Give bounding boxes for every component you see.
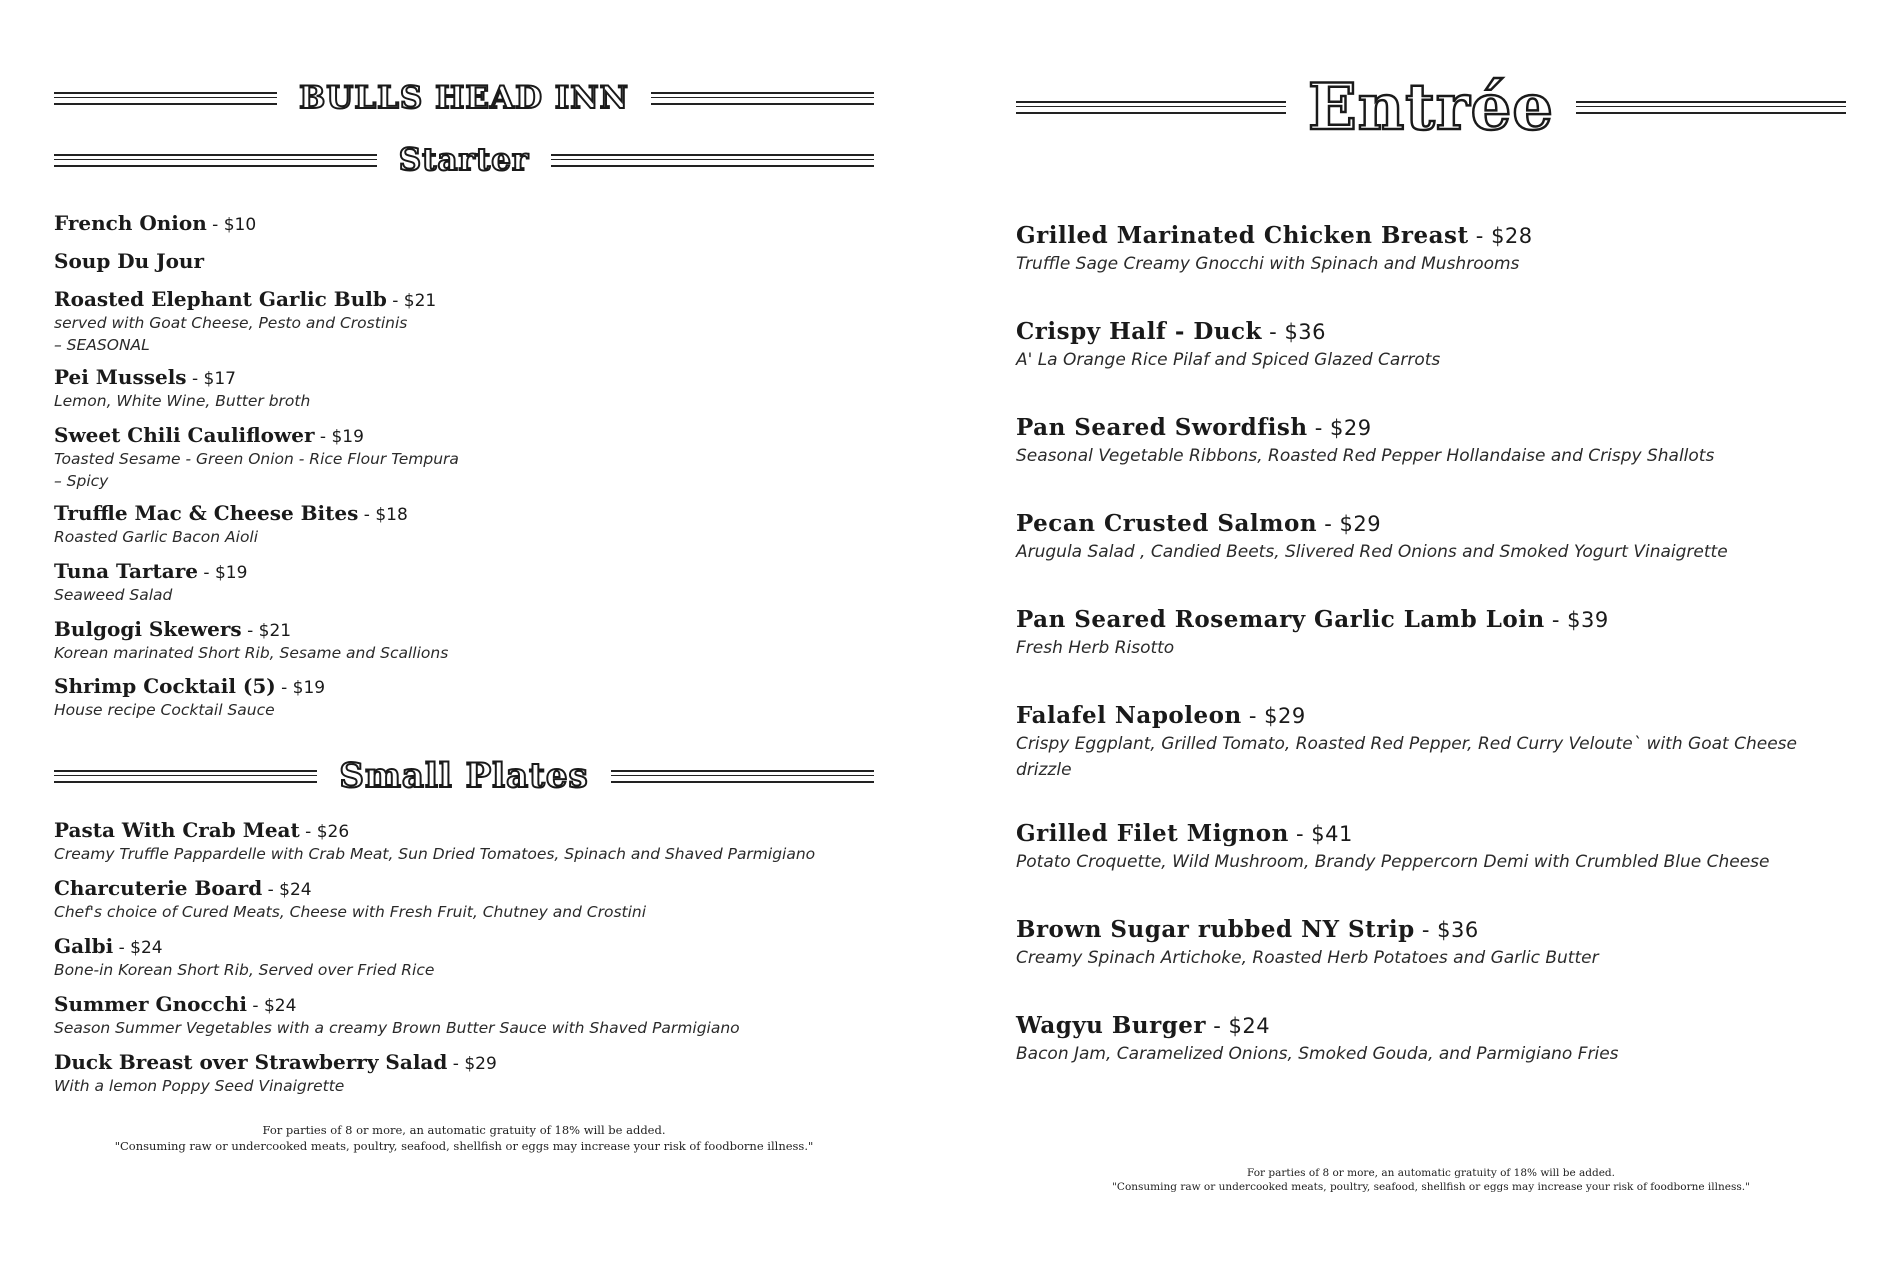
food-safety-notice: "Consuming raw or undercooked meats, poultry, seafood, shellfish or eggs may increase your risk of foodborne illness." xyxy=(114,1139,814,1153)
menu-item xyxy=(1016,222,1846,275)
menu-item xyxy=(54,423,874,491)
dish-name: Charcuterie Board xyxy=(54,876,263,900)
menu-item xyxy=(54,1050,874,1096)
menu-item-title xyxy=(54,287,874,311)
small-plates-heading: Small Plates xyxy=(339,756,589,796)
dish-description: Bone-in Korean Short Rib, Served over Fried Rice xyxy=(54,961,435,979)
dish-description-cont: – Spicy xyxy=(54,472,109,490)
menu-item xyxy=(54,876,874,922)
menu-item-title xyxy=(54,365,874,389)
dish-description: Creamy Spinach Artichoke, Roasted Herb Potatoes and Garlic Butter xyxy=(1016,948,1599,968)
dish-description: Seasonal Vegetable Ribbons, Roasted Red Pepper Hollandaise and Crispy Shallots xyxy=(1016,446,1715,466)
menu-item-title xyxy=(54,876,874,900)
price-separator: - xyxy=(1262,320,1285,344)
dish-name: Wagyu Burger xyxy=(1016,1012,1207,1039)
menu-item-title xyxy=(54,992,874,1016)
menu-item-title xyxy=(1016,606,1846,633)
header-rule-right xyxy=(651,92,874,105)
dish-name: Duck Breast over Strawberry Salad xyxy=(54,1050,448,1074)
menu-item-title xyxy=(54,617,874,641)
left-footer xyxy=(54,1122,874,1154)
dish-description: House recipe Cocktail Sauce xyxy=(54,701,275,719)
starter-rule-right xyxy=(551,154,874,167)
dish-description: Truffle Sage Creamy Gnocchi with Spinach and Mushrooms xyxy=(1016,254,1520,274)
header-rule-left xyxy=(54,92,277,105)
small-plates-rule-left xyxy=(54,770,317,783)
menu-item-title xyxy=(1016,510,1846,537)
menu-item xyxy=(1016,318,1846,371)
dish-description-cont: drizzle xyxy=(1016,760,1072,780)
dish-price: $41 xyxy=(1311,822,1353,846)
starter-rule-left xyxy=(54,154,377,167)
dish-price: $19 xyxy=(214,563,248,583)
dish-name: French Onion xyxy=(54,211,207,235)
menu-item-title xyxy=(54,559,874,583)
dish-description: Season Summer Vegetables with a creamy Brown Butter Sauce with Shaved Parmigiano xyxy=(54,1019,740,1037)
price-separator: - xyxy=(1317,512,1340,536)
price-separator: - xyxy=(206,215,224,235)
dish-description: With a lemon Poppy Seed Vinaigrette xyxy=(54,1077,345,1095)
menu-item-title xyxy=(1016,222,1846,249)
dish-name: Summer Gnocchi xyxy=(54,992,247,1016)
dish-description: Roasted Garlic Bacon Aioli xyxy=(54,528,259,546)
dish-name: Brown Sugar rubbed NY Strip xyxy=(1016,916,1415,943)
price-separator: - xyxy=(262,880,280,900)
price-separator: - xyxy=(314,427,332,447)
price-separator: - xyxy=(197,563,215,583)
dish-price: $29 xyxy=(1264,704,1306,728)
menu-item-title xyxy=(1016,318,1846,345)
menu-item xyxy=(54,249,874,273)
menu-item-title xyxy=(54,211,874,235)
dish-name: Grilled Filet Mignon xyxy=(1016,820,1289,847)
dish-name: Pei Mussels xyxy=(54,365,187,389)
price-separator: - xyxy=(358,505,376,525)
menu-item xyxy=(54,501,874,547)
menu-item xyxy=(1016,820,1846,873)
dish-description: served with Goat Cheese, Pesto and Crostinis xyxy=(54,314,408,332)
price-separator: - xyxy=(275,678,293,698)
menu-item-title xyxy=(1016,702,1846,729)
menu-item-title xyxy=(54,674,874,698)
menu-item xyxy=(1016,1012,1846,1065)
dish-name: Crispy Half - Duck xyxy=(1016,318,1262,345)
dish-name: Tuna Tartare xyxy=(54,559,198,583)
dish-price: $19 xyxy=(331,427,364,447)
menu-item xyxy=(54,818,874,864)
dish-price: $19 xyxy=(292,678,326,698)
menu-item-title xyxy=(1016,414,1846,441)
dish-name: Pan Seared Rosemary Garlic Lamb Loin xyxy=(1016,606,1545,633)
menu-item-title xyxy=(54,423,874,447)
price-separator: - xyxy=(113,938,131,958)
dish-price: $29 xyxy=(1330,416,1372,440)
starter-heading: Starter xyxy=(398,142,530,178)
dish-description: Potato Croquette, Wild Mushroom, Brandy Peppercorn Demi with Crumbled Blue Cheese xyxy=(1016,852,1770,872)
dish-description: Crispy Eggplant, Grilled Tomato, Roasted Red Pepper, Red Curry Veloute` with Goat Cheese xyxy=(1016,734,1797,754)
dish-name: Galbi xyxy=(54,934,114,958)
menu-item xyxy=(54,559,874,605)
price-separator: - xyxy=(299,822,317,842)
price-separator: - xyxy=(1544,608,1568,632)
dish-description: Fresh Herb Risotto xyxy=(1016,638,1175,658)
dish-description: A' La Orange Rice Pilaf and Spiced Glazed Carrots xyxy=(1016,350,1441,370)
price-separator: - xyxy=(186,369,204,389)
right-footer xyxy=(1016,1166,1846,1194)
menu-item-title xyxy=(54,501,874,525)
dish-name: Sweet Chili Cauliflower xyxy=(54,423,315,447)
dish-price: $28 xyxy=(1491,224,1533,248)
dish-description: Creamy Truffle Pappardelle with Crab Meat, Sun Dried Tomatoes, Spinach and Shaved Parmigiano xyxy=(54,845,816,863)
dish-price: $21 xyxy=(258,621,292,641)
price-separator: - xyxy=(247,996,264,1016)
price-separator: - xyxy=(1241,704,1265,728)
entree-rule-right xyxy=(1576,101,1846,114)
dish-name: Falafel Napoleon xyxy=(1016,702,1242,729)
dish-name: Pecan Crusted Salmon xyxy=(1016,510,1318,537)
small-plates-header xyxy=(54,756,874,796)
dish-description: Korean marinated Short Rib, Sesame and Scallions xyxy=(54,644,449,662)
dish-price: $17 xyxy=(203,369,236,389)
menu-item xyxy=(1016,414,1846,467)
price-separator: - xyxy=(386,291,404,311)
price-separator: - xyxy=(1307,416,1330,440)
dish-price: $24 xyxy=(1228,1014,1271,1038)
food-safety-notice: "Consuming raw or undercooked meats, poultry, seafood, shellfish or eggs may increase your risk of foodborne illness." xyxy=(1112,1181,1750,1193)
menu-item xyxy=(54,287,874,355)
dish-description: Seaweed Salad xyxy=(54,586,173,604)
menu-item xyxy=(54,934,874,980)
dish-price: $10 xyxy=(223,215,257,235)
dish-name: Pasta With Crab Meat xyxy=(54,818,300,842)
price-separator: - xyxy=(1414,918,1438,942)
gratuity-notice: For parties of 8 or more, an automatic gratuity of 18% will be added. xyxy=(1247,1167,1615,1179)
price-separator: - xyxy=(447,1054,465,1074)
menu-item xyxy=(1016,702,1846,781)
menu-item xyxy=(1016,606,1846,659)
dish-name: Soup Du Jour xyxy=(54,249,204,273)
small-plates-rule-right xyxy=(611,770,874,783)
dish-description-cont: – SEASONAL xyxy=(54,336,150,354)
dish-name: Bulgogi Skewers xyxy=(54,617,242,641)
gratuity-notice: For parties of 8 or more, an automatic gratuity of 18% will be added. xyxy=(262,1123,666,1137)
menu-item-title xyxy=(1016,916,1846,943)
entree-heading: Entrée xyxy=(1307,70,1555,145)
entree-rule-left xyxy=(1016,101,1286,114)
price-separator: - xyxy=(1468,224,1492,248)
menu-item-title xyxy=(1016,1012,1846,1039)
dish-name: Pan Seared Swordfish xyxy=(1016,414,1308,441)
dish-price: $29 xyxy=(1339,512,1382,536)
menu-item-title xyxy=(54,818,874,842)
dish-description: Arugula Salad , Candied Beets, Slivered Red Onions and Smoked Yogurt Vinaigrette xyxy=(1016,542,1728,562)
menu-item-title xyxy=(54,934,874,958)
dish-description: Chef's choice of Cured Meats, Cheese with Fresh Fruit, Chutney and Crostini xyxy=(54,903,647,921)
dish-name: Shrimp Cocktail (5) xyxy=(54,674,276,698)
menu-item-title xyxy=(54,249,874,273)
menu-item xyxy=(1016,916,1846,969)
menu-item xyxy=(1016,510,1846,563)
dish-description: Toasted Sesame - Green Onion - Rice Flour Tempura xyxy=(54,450,459,468)
dish-price: $24 xyxy=(130,938,163,958)
menu-item xyxy=(54,992,874,1038)
dish-name: Roasted Elephant Garlic Bulb xyxy=(54,287,387,311)
dish-price: $26 xyxy=(316,822,350,842)
price-separator: - xyxy=(1288,822,1312,846)
starter-header xyxy=(54,142,874,178)
dish-price: $29 xyxy=(464,1054,497,1074)
menu-item-title xyxy=(54,1050,874,1074)
dish-name: Grilled Marinated Chicken Breast xyxy=(1016,222,1469,249)
menu-item-title xyxy=(1016,820,1846,847)
dish-description: Lemon, White Wine, Butter broth xyxy=(54,392,311,410)
dish-description: Bacon Jam, Caramelized Onions, Smoked Gouda, and Parmigiano Fries xyxy=(1016,1044,1619,1064)
dish-price: $24 xyxy=(279,880,312,900)
dish-price: $21 xyxy=(403,291,437,311)
menu-item xyxy=(54,365,874,411)
menu-item xyxy=(54,674,874,720)
dish-price: $36 xyxy=(1437,918,1479,942)
menu-item xyxy=(54,211,874,235)
price-separator: - xyxy=(241,621,259,641)
restaurant-header xyxy=(54,80,874,116)
restaurant-name: BULLS HEAD INN xyxy=(299,80,629,116)
dish-price: $36 xyxy=(1284,320,1327,344)
dish-price: $39 xyxy=(1567,608,1609,632)
dish-price: $24 xyxy=(263,996,297,1016)
price-separator: - xyxy=(1206,1014,1229,1038)
dish-price: $18 xyxy=(375,505,408,525)
dish-name: Truffle Mac & Cheese Bites xyxy=(54,501,359,525)
menu-item xyxy=(54,617,874,663)
entree-header xyxy=(1016,70,1846,145)
